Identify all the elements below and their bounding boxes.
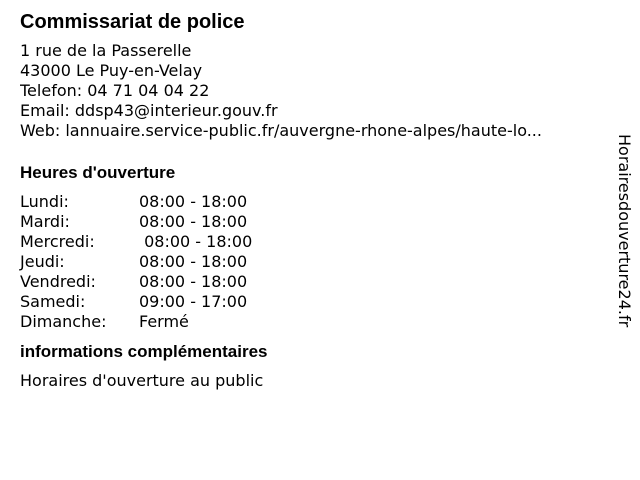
web-line <box>20 121 610 141</box>
phone-line: Telefon: 04 71 04 04 22 <box>20 81 210 100</box>
hours-row-friday <box>20 272 610 292</box>
hours-row-sunday <box>20 312 610 332</box>
time-value: Fermé <box>139 312 189 331</box>
address-city: 43000 Le Puy-en-Velay <box>20 61 203 80</box>
hours-table <box>20 192 610 332</box>
hours-heading: Heures d'ouverture <box>20 163 176 182</box>
day-label: Vendredi: <box>20 272 96 291</box>
hours-row-wednesday <box>20 232 610 252</box>
day-label: Samedi: <box>20 292 86 311</box>
time-value: 08:00 - 18:00 <box>139 272 248 291</box>
time-value: 08:00 - 18:00 <box>139 232 253 251</box>
time-value: 08:00 - 18:00 <box>139 192 248 211</box>
email-line <box>20 101 610 121</box>
info-heading: informations complémentaires <box>20 342 268 361</box>
hours-row-monday <box>20 192 610 212</box>
day-label: Lundi: <box>20 192 69 211</box>
email-link[interactable]: ddsp43@interieur.gouv.fr <box>74 101 278 120</box>
place-details <box>20 9 610 391</box>
time-value: 09:00 - 17:00 <box>139 292 248 311</box>
day-label: Mercredi: <box>20 232 95 251</box>
web-label: Web: <box>20 121 66 140</box>
email-label: Email: <box>20 101 75 120</box>
place-title: Commissariat de police <box>20 11 245 33</box>
info-text: Horaires d'ouverture au public <box>20 371 264 390</box>
day-label: Mardi: <box>20 212 70 231</box>
day-label: Dimanche: <box>20 312 107 331</box>
time-value: 08:00 - 18:00 <box>139 212 248 231</box>
address-street: 1 rue de la Passerelle <box>20 41 192 60</box>
hours-row-saturday <box>20 292 610 312</box>
hours-row-thursday <box>20 252 610 272</box>
web-link[interactable]: lannuaire.service-public.fr/auvergne-rhone-alpes/haute-lo... <box>65 121 542 140</box>
hours-row-tuesday <box>20 212 610 232</box>
day-label: Jeudi: <box>20 252 65 271</box>
time-value: 08:00 - 18:00 <box>139 252 248 271</box>
site-watermark: Horairesdouverture24.fr <box>615 134 634 328</box>
